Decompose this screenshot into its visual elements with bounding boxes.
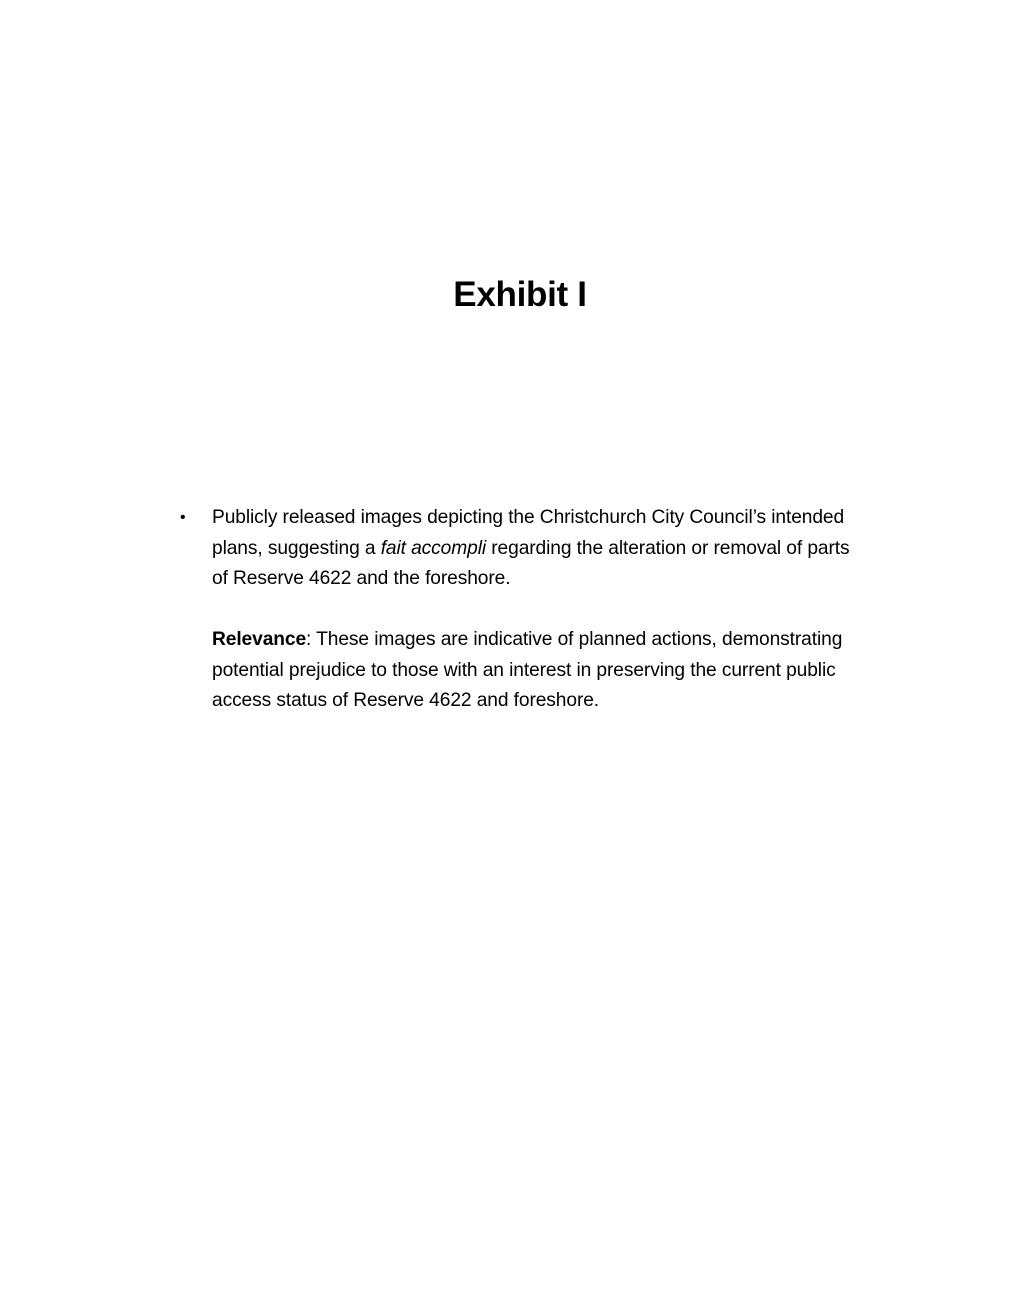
relevance-text: : These images are indicative of planned actions, demonstrating potential prejudice to those with an interest in preserving the current public access status of Reserve 4622 and foreshore. [212,629,843,711]
exhibit-list [176,503,866,717]
description-text-end: regarding the alteration or removal of parts of Reserve 4622 and the foreshore. [212,537,850,589]
page-title: Exhibit I [453,275,587,314]
description-paragraph [212,503,866,595]
relevance-label: Relevance [212,629,307,650]
description-text-start: Publicly released images depicting the Christchurch City Council’s intended plans, suggesting a [212,507,845,559]
list-item [176,503,866,717]
relevance-paragraph [212,625,866,717]
description-italic-phrase: fait accompli [380,537,487,559]
bullet-icon: • [180,509,186,526]
